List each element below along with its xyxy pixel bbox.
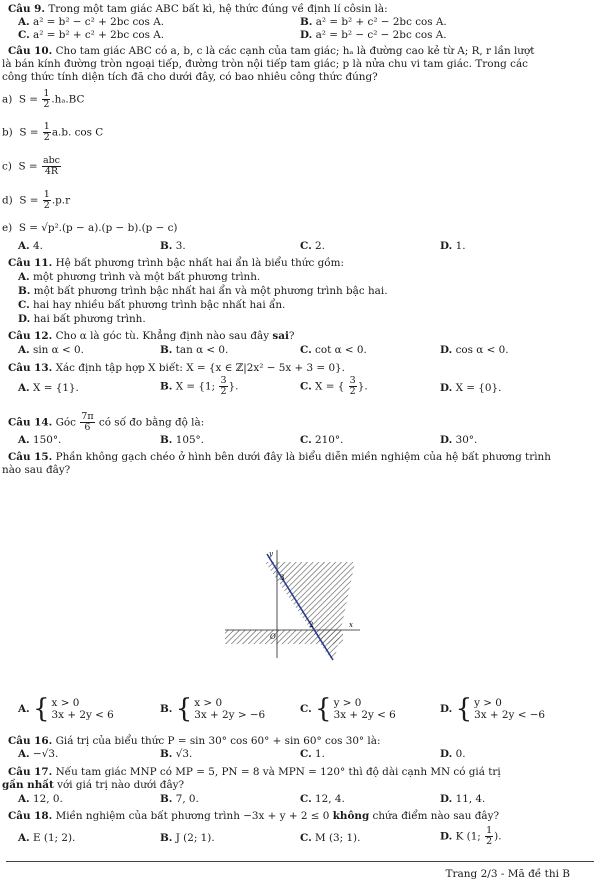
q13-stem: Câu 13. Xác định tập hợp X biết: X = {x ∈ ℤ|2x² − 5x + 3 = 0}. <box>8 362 345 374</box>
q9-opt-b: B. a² = b² + c² − 2bc cos A. <box>300 16 447 28</box>
q17-stem-2: gần nhất với giá trị nào dưới đây? <box>2 779 185 791</box>
q9-opt-c: C. a² = b² + c² + 2bc cos A. <box>18 29 165 41</box>
q15-opt-d: D. { y > 0 3x + 2y < −6 <box>440 694 546 724</box>
q18-opt-b: B. J (2; 1). <box>160 832 215 844</box>
q14-opt-a: A. 150°. <box>18 434 62 446</box>
footer-divider <box>6 861 594 862</box>
q16-stem: Câu 16. Giá trị của biểu thức P = sin 30° cos 60° + sin 60° cos 30° là: <box>8 735 381 747</box>
x-axis-label: x <box>349 621 353 629</box>
q16-opt-d: D. 0. <box>440 748 466 760</box>
q10-opt-d: D. 1. <box>440 240 466 252</box>
q16-opt-c: C. 1. <box>300 748 325 760</box>
q10-stem-1: Câu 10. Cho tam giác ABC có a, b, c là các cạnh của tam giác; hₐ là đường cao kẻ từ A; R, r lần lượt <box>8 45 535 57</box>
q10-stem-3: công thức tính diện tích đã cho dưới đây, có bao nhiêu công thức đúng? <box>2 71 378 83</box>
q10-opt-b: B. 3. <box>160 240 186 252</box>
q18-opt-d: D. K (1; $\frac{1}{2}$ ). <box>440 825 502 847</box>
q15-opt-b: B. { x > 0 3x + 2y > −6 <box>160 694 266 724</box>
q16-opt-b: B. √3. <box>160 748 193 760</box>
q15-stem-2: nào sau đây? <box>2 464 71 476</box>
q10-stem-2: là bán kính đường tròn ngoại tiếp, đường tròn nội tiếp tam giác; p là nửa chu vi tam giác. Trong các <box>2 58 528 70</box>
tick-x-2: 2 <box>309 621 314 629</box>
q17-opt-c: C. 12, 4. <box>300 793 345 805</box>
q14-opt-b: B. 105°. <box>160 434 205 446</box>
q18-opt-c: C. M (3; 1). <box>300 832 361 844</box>
q10-item-a: a) S = $\frac{1}{2}$ .hₐ.BC <box>2 88 85 110</box>
q10-item-b: b) S = $\frac{1}{2}$ a.b. cos C <box>2 121 104 143</box>
q17-stem-1: Câu 17. Nếu tam giác MNP có MP = 5, PN = 8 và MPN = 120° thì độ dài cạnh MN có giá trị <box>8 766 501 778</box>
q12-opt-b: B. tan α < 0. <box>160 344 229 356</box>
q16-opt-a: A. −√3. <box>18 748 59 760</box>
q11-opt-c: C. hai hay nhiều bất phương trình bậc nhất hai ẩn. <box>18 299 286 311</box>
q15-stem-1: Câu 15. Phần không gạch chéo ở hình bên dưới đây là biểu diễn miền nghiệm của hệ bất phương trình <box>8 451 551 463</box>
q9-opt-a: A. a² = b² − c² + 2bc cos A. <box>18 16 164 28</box>
q17-opt-d: D. 11, 4. <box>440 793 486 805</box>
q13-opt-c: C. X = { $\frac{3}{2}$ }. <box>300 375 368 397</box>
q10-item-c: c) S = $\frac{\text{abc}}{4R}$ <box>2 155 61 177</box>
q13-opt-b: B. X = {1; $\frac{3}{2}$ }. <box>160 375 239 397</box>
q17-opt-a: A. 12, 0. <box>18 793 63 805</box>
q12-stem: Câu 12. Cho α là góc tù. Khẳng định nào sau đây sai? <box>8 330 295 342</box>
q10-item-d: d) S = $\frac{1}{2}$ .p.r <box>2 189 71 211</box>
q12-opt-a: A. sin α < 0. <box>18 344 84 356</box>
q15-opt-c: C. { y > 0 3x + 2y < 6 <box>300 694 396 724</box>
q10-opt-c: C. 2. <box>300 240 325 252</box>
q17-opt-b: B. 7, 0. <box>160 793 199 805</box>
q11-opt-d: D. hai bất phương trình. <box>18 313 146 325</box>
q9-stem: Câu 9. Trong một tam giác ABC bất kì, hệ thức đúng về định lí côsin là: <box>8 3 388 15</box>
q10-opt-a: A. 4. <box>18 240 43 252</box>
q11-opt-b: B. một bất phương trình bậc nhất hai ẩn và một phương trình bậc hai. <box>18 285 388 297</box>
q15-graph <box>225 548 385 666</box>
q14-opt-d: D. 30°. <box>440 434 478 446</box>
q13-opt-d: D. X = {0}. <box>440 382 502 394</box>
q15-opt-a: A. { x > 0 3x + 2y < 6 <box>18 694 114 724</box>
q13-opt-a: A. X = {1}. <box>18 382 79 394</box>
origin-label: O <box>270 633 276 641</box>
q10-item-e: e) S = √p².(p − a).(p − b).(p − c) <box>2 222 178 234</box>
q9-opt-d: D. a² = b² − c² − 2bc cos A. <box>300 29 447 41</box>
q11-stem: Câu 11. Hệ bất phương trình bậc nhất hai ẩn là biểu thức gồm: <box>8 257 344 269</box>
q18-stem: Câu 18. Miền nghiệm của bất phương trình −3x + y + 2 ≤ 0 không chứa điểm nào sau đây? <box>8 810 500 822</box>
q12-opt-c: C. cot α < 0. <box>300 344 367 356</box>
q14-stem: Câu 14. Góc $\frac{7\pi}{6}$ có số đo bằng độ là: <box>8 411 205 433</box>
q14-opt-c: C. 210°. <box>300 434 344 446</box>
q11-opt-a: A. một phương trình và một bất phương trình. <box>18 271 261 283</box>
page-footer: Trang 2/3 - Mã đề thi B <box>445 868 570 880</box>
tick-y-3: 3 <box>280 574 285 582</box>
hatch-region-below-x <box>225 630 343 644</box>
y-axis-label: y <box>269 550 273 558</box>
q12-opt-d: D. cos α < 0. <box>440 344 509 356</box>
q18-opt-a: A. E (1; 2). <box>18 832 76 844</box>
